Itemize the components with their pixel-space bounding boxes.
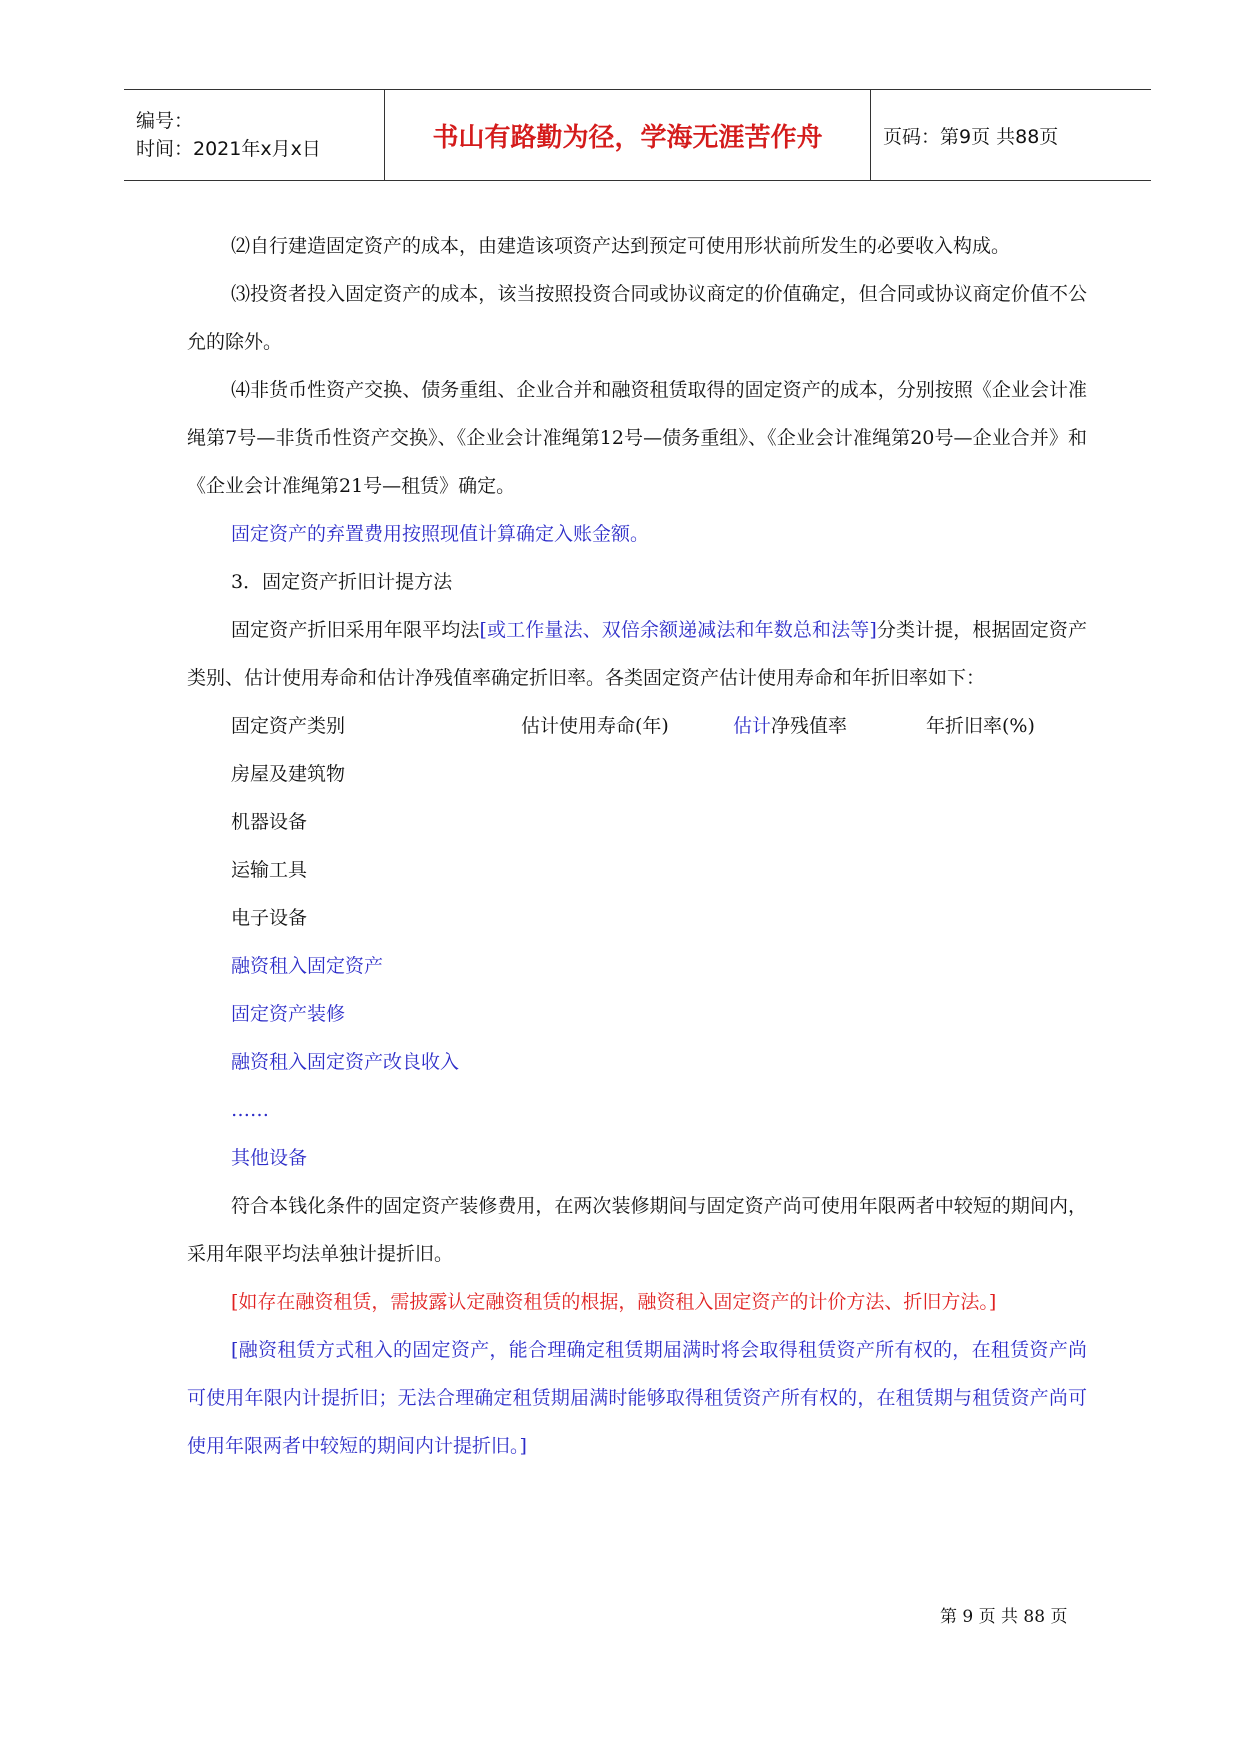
list-item: 运输工具: [231, 859, 308, 881]
col-header-residual: [733, 702, 926, 750]
list-item: 融资租入固定资产改良收入: [231, 1051, 460, 1073]
list-item: ……: [231, 1099, 269, 1121]
col-header-life: 估计使用寿命(年): [521, 715, 669, 737]
list-item: 其他设备: [231, 1147, 308, 1169]
text-segment: 固定资产折旧采用年限平均法: [231, 619, 480, 641]
paragraph-investor: ⑶投资者投入固定资产的成本，该当按照投资合同或协议商定的价值确定，但合同或协议商定价值不公允的除外。: [187, 283, 1087, 353]
page-header: [124, 89, 1151, 181]
col-header-residual-a: 估计: [733, 715, 772, 737]
page-footer: 第 9 页 共 88 页: [940, 1607, 1068, 1627]
col-header-category: 固定资产类别: [231, 715, 346, 737]
list-item: 融资租入固定资产: [231, 955, 384, 977]
col-header-rate: 年折旧率(%): [926, 715, 1035, 737]
paragraph-non-monetary: ⑷非货币性资产交换、债务重组、企业合并和融资租赁取得的固定资产的成本，分别按照《企业会计准绳第7号—非货币性资产交换》、《企业会计准绳第12号—债务重组》、《企业会计准绳第20号—企业合并》和《企业会计准绳第21号—租赁》确定。: [187, 379, 1087, 497]
paragraph-depreciation-method: [187, 606, 1087, 702]
text-segment: 分类计提，根据固定资产类别、估计使用寿命和估计净残值率确定折旧率。各类固定资产估计使用寿命和年折旧率如下：: [187, 619, 1087, 689]
list-item: 电子设备: [231, 907, 308, 929]
doc-number-label: 编号：: [136, 110, 194, 132]
header-page-label: 页码：第9页 共88页: [883, 125, 1059, 148]
table-header-row: [187, 702, 1087, 750]
list-item: 机器设备: [231, 811, 308, 833]
header-meta: [124, 90, 385, 180]
section-heading-depreciation: 3．固定资产折旧计提方法: [231, 571, 453, 593]
paragraph-self-built: ⑵自行建造固定资产的成本，由建造该项资产达到预定可使用形状前所发生的必要收入构成。: [231, 235, 1011, 257]
paragraph-finance-lease-depreciation: [融资租赁方式租入的固定资产，能合理确定租赁期届满时将会取得租赁资产所有权的，在租赁资产尚可使用年限内计提折旧；无法合理确定租赁期届满时能够取得租赁资产所有权的，在租赁期与租赁资产尚可使用年限两者中较短的期间内计提折旧。]: [187, 1339, 1087, 1457]
list-item: 固定资产装修: [231, 1003, 346, 1025]
col-header-residual-b: 净残值率: [771, 715, 848, 737]
paragraph-renovation: 符合本钱化条件的固定资产装修费用，在两次装修期间与固定资产尚可使用年限两者中较短的期间内，采用年限平均法单独计提折旧。: [187, 1195, 1087, 1265]
text-segment-method-options: [或工作量法、双倍余额递减法和年数总和法等]: [479, 619, 877, 641]
doc-date-label: 时间：2021年x月x日: [136, 138, 321, 160]
document-body: [187, 222, 1087, 1470]
paragraph-disposal-cost: 固定资产的弃置费用按照现值计算确定入账金额。: [231, 523, 650, 545]
list-item: 房屋及建筑物: [231, 763, 346, 785]
paragraph-finance-lease-note: [如存在融资租赁，需披露认定融资租赁的根据，融资租入固定资产的计价方法、折旧方法。]: [231, 1291, 997, 1313]
header-motto: 书山有路勤为径，学海无涯苦作舟: [385, 90, 871, 180]
